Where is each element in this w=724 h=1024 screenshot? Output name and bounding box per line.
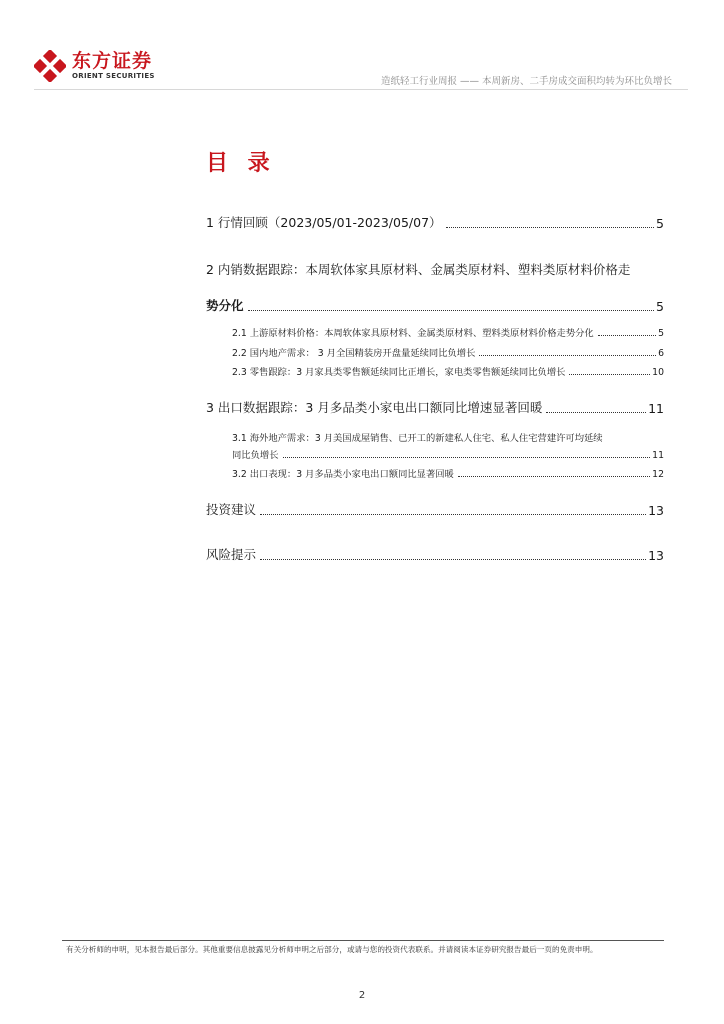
toc-leader-dots [479, 355, 656, 356]
toc-leader-dots [283, 457, 651, 458]
toc-entry-text: 2.2 国内地产需求： 3 月全国精装房开盘量延续同比负增长 [232, 348, 476, 359]
toc-page-number: 12 [652, 469, 664, 480]
toc-title: 目 录 [206, 151, 276, 176]
toc-entry-text: 2.1 上游原材料价格：本周软体家具原材料、金属类原材料、塑料类原材料价格走势分化 [232, 328, 594, 339]
toc-entry-1[interactable] [206, 213, 664, 231]
toc-entry-text: 1 行情回顾（2023/05/01-2023/05/07） [206, 215, 442, 230]
toc-page-number: 5 [656, 216, 664, 231]
toc-leader-dots [598, 335, 656, 336]
toc-leader-dots [248, 310, 655, 311]
toc-leader-dots [546, 412, 646, 413]
toc-page-number: 11 [648, 401, 664, 416]
logo-chinese-name: 东方证券 [72, 50, 153, 72]
toc-page-number: 11 [652, 450, 664, 461]
toc-entry-text: 投资建议 [206, 502, 257, 517]
toc-leader-dots [260, 559, 646, 560]
toc-entry-text: 3.1 海外地产需求：3 月美国成屋销售、已开工的新建私人住宅、私人住宅营建许可均延续 [232, 433, 603, 444]
logo-english-name: ORIENT SECURITIES [72, 72, 155, 80]
footer-disclaimer: 有关分析师的申明，见本报告最后部分。其他重要信息披露见分析师申明之后部分，或请与您的投资代表联系。并请阅读本证券研究报告最后一页的免责申明。 [66, 945, 598, 954]
toc-entry-text: 2.3 零售跟踪：3 月家具类零售额延续同比正增长，家电类零售额延续同比负增长 [232, 367, 566, 378]
toc-page-number: 10 [652, 367, 664, 378]
toc-entry-3-1-line1[interactable] [232, 430, 603, 444]
company-logo [34, 50, 155, 82]
toc-leader-dots [569, 374, 650, 375]
footer-divider [62, 940, 664, 941]
toc-entry-3-2[interactable] [232, 466, 664, 480]
toc-entry-2-2[interactable] [232, 345, 664, 359]
toc-leader-dots [446, 227, 655, 228]
toc-leader-dots [260, 514, 646, 515]
toc-entry-text: 2 内销数据跟踪：本周软体家具原材料、金属类原材料、塑料类原材料价格走 [206, 262, 631, 277]
toc-entry-text: 3.2 出口表现：3 月多品类小家电出口额同比显著回暖 [232, 469, 454, 480]
toc-entry-text: 风险提示 [206, 547, 257, 562]
toc-leader-dots [458, 476, 650, 477]
toc-entry-text: 同比负增长 [232, 450, 279, 461]
toc-entry-3[interactable] [206, 398, 664, 416]
toc-page-number: 13 [648, 503, 664, 518]
header-divider [34, 89, 688, 90]
toc-entry-2-3[interactable] [232, 364, 664, 378]
toc-entry-2[interactable] [206, 296, 664, 314]
toc-page-number: 6 [658, 348, 664, 359]
toc-entry-text: 3 出口数据跟踪：3 月多品类小家电出口额同比增速显著回暖 [206, 400, 543, 415]
toc-entry-investment-advice[interactable] [206, 500, 664, 518]
toc-page-number: 5 [658, 328, 664, 339]
toc-page-number: 13 [648, 548, 664, 563]
page-number: 2 [358, 990, 366, 1001]
toc-entry-2-1[interactable] [232, 325, 664, 339]
toc-entry-risk-warning[interactable] [206, 545, 664, 563]
toc-entry-text: 势分化 [206, 298, 244, 313]
toc-entry-2-line1[interactable] [206, 260, 630, 278]
logo-mark-icon [34, 50, 66, 82]
report-title: 造纸轻工行业周报 —— 本周新房、二手房成交面积均转为环比负增长 [380, 76, 672, 87]
toc-entry-3-1[interactable] [232, 447, 664, 461]
toc-page-number: 5 [656, 299, 664, 314]
